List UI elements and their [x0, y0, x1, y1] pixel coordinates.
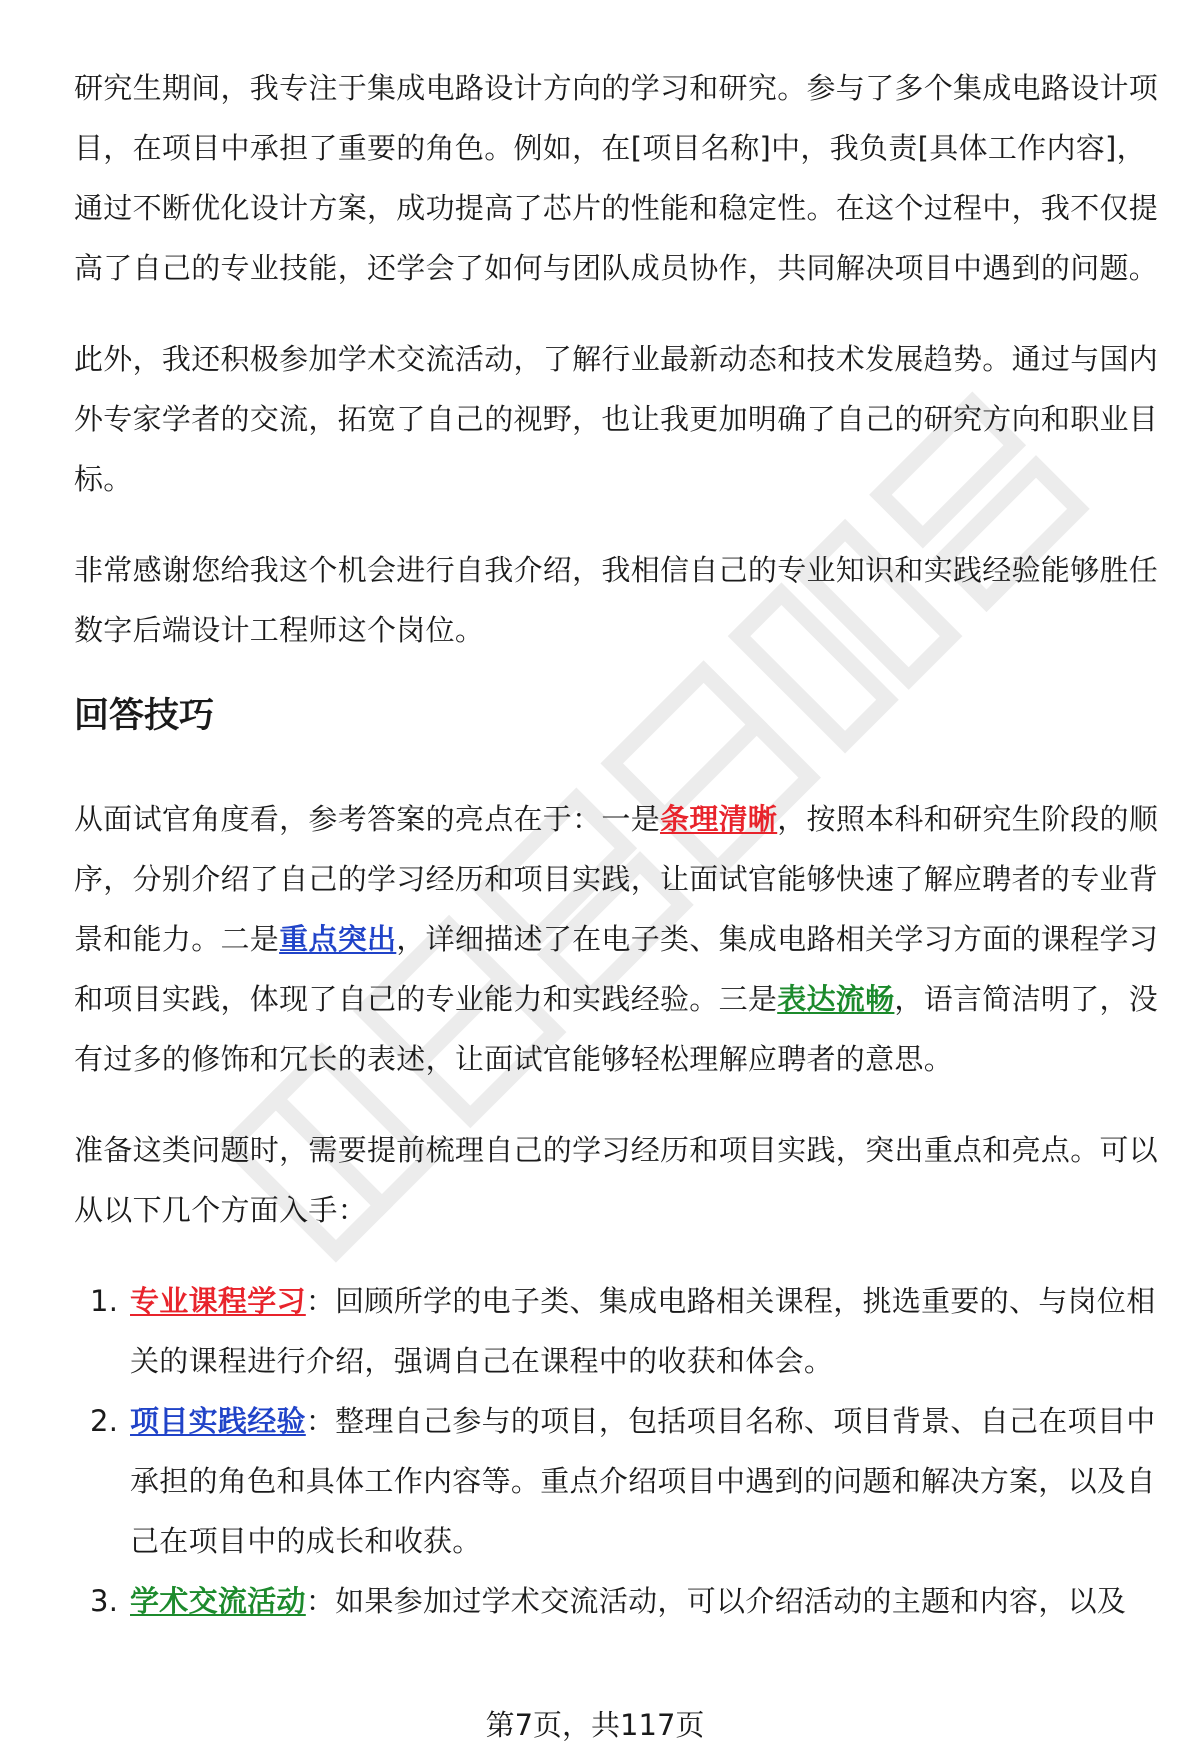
intro-paragraph-closing: 非常感谢您给我这个机会进行自我介绍，我相信自己的专业知识和实践经验能够胜任数字后端设计工程师这个岗位。: [74, 553, 1159, 647]
tips-list: [74, 1271, 1174, 1631]
section-heading: 回答技巧: [74, 696, 215, 736]
analysis-text-2: ，按照本科和研究生阶段的顺序，分别介绍了自己的学习经历和项目实践，让面试官能够快速了解应聘者的专业背景和能力。二是: [74, 802, 1159, 956]
analysis-text-4: ，语言简洁明了，没有过多的修饰和冗长的表述，让面试官能够轻松理解应聘者的意思。: [74, 982, 1159, 1076]
list-item-title: 专业课程学习: [130, 1284, 306, 1318]
list-item-text: ：如果参加过学术交流活动，可以介绍活动的主题和内容，以及: [305, 1584, 1127, 1618]
highlight-fluent-expression: 表达流畅: [777, 982, 895, 1016]
intro-paragraph-academic: 此外，我还积极参加学术交流活动，了解行业最新动态和技术发展趋势。通过与国内外专家学者的交流，拓宽了自己的视野，也让我更加明确了自己的研究方向和职业目标。: [74, 342, 1159, 496]
list-item-number: 2.: [90, 1404, 119, 1438]
list-item-number: 1.: [90, 1284, 119, 1318]
list-item: [74, 1391, 1174, 1571]
intro-paragraph-graduate: 研究生期间，我专注于集成电路设计方向的学习和研究。参与了多个集成电路设计项目，在项目中承担了重要的角色。例如，在[项目名称]中，我负责[具体工作内容]，通过不断优化设计方案，成功提高了芯片的性能和稳定性。在这个过程中，我不仅提高了自己的专业技能，还学会了如何与团队成员协作，共同解决项目中遇到的问题。: [74, 71, 1159, 285]
analysis-text-1: 从面试官角度看，参考答案的亮点在于：一是: [74, 802, 661, 836]
list-item-text: ：整理自己参与的项目，包括项目名称、项目背景、自己在项目中承担的角色和具体工作内容等。重点介绍项目中遇到的问题和解决方案，以及自己在项目中的成长和收获。: [130, 1404, 1156, 1558]
list-item-number: 3.: [90, 1584, 119, 1618]
analysis-paragraph: [74, 789, 1174, 1089]
list-item-title: 学术交流活动: [130, 1584, 306, 1618]
page-number-footer: 第7页，共117页: [485, 1708, 705, 1742]
list-item-title: 项目实践经验: [130, 1404, 306, 1438]
list-item: [74, 1571, 1174, 1631]
list-item: [74, 1271, 1174, 1391]
document-body: [74, 58, 1174, 1631]
analysis-text-3: ，详细描述了在电子类、集成电路相关学习方面的课程学习和项目实践，体现了自己的专业能力和实践经验。三是: [74, 922, 1159, 1016]
highlight-key-points: 重点突出: [279, 922, 397, 956]
list-item-text: ：回顾所学的电子类、集成电路相关课程，挑选重要的、与岗位相关的课程进行介绍，强调自己在课程中的收获和体会。: [130, 1284, 1156, 1378]
prep-paragraph: 准备这类问题时，需要提前梳理自己的学习经历和项目实践，突出重点和亮点。可以从以下几个方面入手：: [74, 1133, 1159, 1227]
highlight-clear-structure: 条理清晰: [660, 802, 778, 836]
